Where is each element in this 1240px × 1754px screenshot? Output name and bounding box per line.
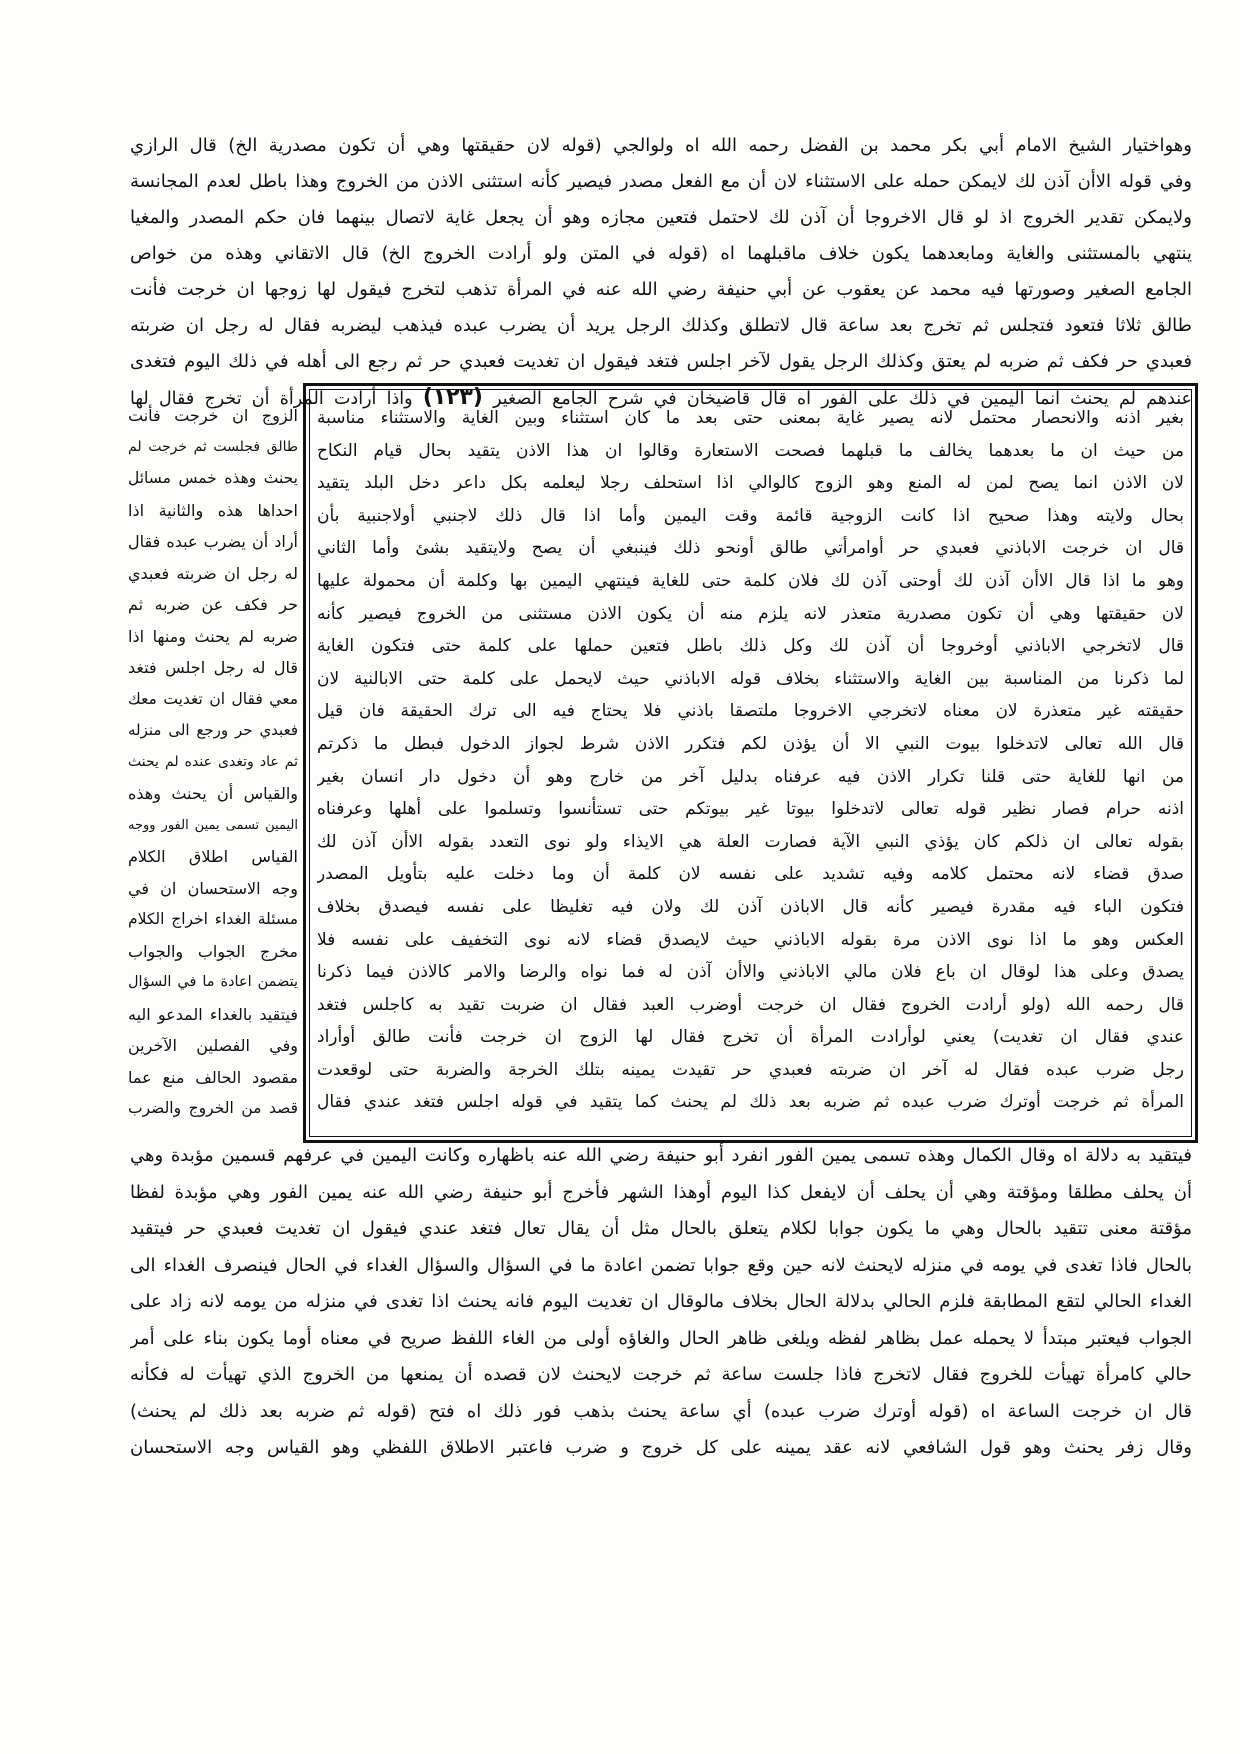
- margin-line: مقصود الحالف منع عما: [128, 1067, 298, 1087]
- text-line: مؤقتة معنى تتقيد بالحال وهي ما يكون جوابا لكلام يتعلق بالحال مثل أن يقال تعال فتغد عندي فيقول ان تغديت فعبدي حر فيتقيد: [130, 1218, 1192, 1239]
- text-line: لما ذكرنا من المناسبة بين الغاية والاستثناء بخلاف قوله الاباذني حيث لايحمل على كلمة حتى الابالنية لان: [317, 668, 1184, 689]
- margin-line: معي فقال ان تغديت معك: [128, 689, 298, 708]
- margin-line: مخرج الجواب والجواب: [128, 941, 298, 961]
- margin-line: حر فكف عن ضربه ثم: [128, 595, 298, 614]
- text-line: وفي قوله الاأن آذن لك لايمكن حمله على الاستثناء لان أن مع الفعل مصدر فيصير كأنه استثنى الاذن من الخروج وهذا باطل لعدم المجانسة: [130, 171, 1192, 192]
- margin-line: احداها هذه والثانية اذا: [128, 500, 298, 520]
- margin-line: الزوج ان خرجت فأنت: [128, 406, 298, 425]
- text-line: حقيقته غير متعذرة لان معناه لاتخرجي الاخروجا ملتصقا باذني فلا يحتاج فيه الى ترك الحقيقة فان قيل: [317, 701, 1184, 722]
- text-line: قال رحمه الله (ولو أرادت الخروج فقال ان خرجت أوضرب العبد فقال ان ضربت تقيد به كاجلس فتغد: [317, 994, 1184, 1015]
- text-line: من انها للغاية حتى قلنا تكرار الاذن فيه عرفناه بدليل آخر من خارج وهو أن دخول دار انسان بغير: [317, 766, 1184, 787]
- text-line: قال ان خرجت الاباذني فعبدي حر أوامرأتي طالق أونحو ذلك فينبغي أن يصح ولايتقيد بشئ وأما الثاني: [317, 538, 1184, 559]
- text-line: ينتهي بالمستثنى والغاية ومابعدهما يكون خلاف ماقبلهما اه (قوله في المتن ولو أرادت الخروج الخ) قال الاتقاني وهذه من خواص: [130, 243, 1192, 264]
- margin-line: يتضمن اعادة ما في السؤال: [128, 974, 298, 990]
- text-line: فعبدي حر فكف ثم ضربه لم يعتق وكذلك الرجل يقول لآخر اجلس فتغد فيقول ان تغديت فعبدي حر ثم رجع الى أهله في ذلك اليوم فتغدى: [130, 351, 1192, 372]
- text-line: قال لاتخرجي الاباذني أوخروجا أن آذن لك وكل ذلك باطل فتعين حملها على كلمة حتى فتكون الغاية: [317, 636, 1184, 657]
- text-line: وهو ما اذا قال الاأن آذن لك أوحتى آذن لك فلان كلمة حتى للغاية فينتهي اليمين بها وكلمة أن محمولة عليها: [317, 570, 1184, 591]
- margin-line: وفي الفصلين الآخرين: [128, 1036, 298, 1055]
- text-line: لان الاذن انما يصح لمن له المنع وهو الزوج كالوالي اذا استحلف رجلا ليعلمه بكل داعر دخل البلد يتقيد: [317, 473, 1184, 494]
- text-line: فيتقيد به دلالة اه وقال الكمال وهذه تسمى يمين الفور انفرد أبو حنيفة رضي الله عنه باظهاره وكانت اليمين في عرفهم قسمين مؤبدة وهي: [130, 1145, 1192, 1166]
- margin-line: طالق فجلست ثم خرجت لم: [128, 438, 298, 455]
- line-text-before: عندهم لم يحنث انما اليمين في ذلك على الفور اه قال قاضيخان في شرح الجامع الصغير: [493, 389, 1192, 409]
- margin-line: أراد أن يضرب عبده فقال: [128, 532, 298, 551]
- main-text-box: [303, 383, 1198, 1143]
- margin-line: اليمين تسمى يمين الفور ووجه: [128, 817, 298, 833]
- text-line: العكس وهو ما اذا نوى الاذن مرة بقوله الاباذني حيث لايصدق قضاء لانه نوى التخفيف على نفسه فلا: [317, 929, 1184, 950]
- text-line: فتكون الباء فيه مقدرة فيصير كأنه قال الاباذن آذن لك ولان فيه تغليظا على نفسه فيصدق بخلاف: [317, 896, 1184, 917]
- bottom-commentary: [130, 1138, 1192, 1467]
- top-commentary: [130, 128, 1192, 416]
- text-line: لان حقيقتها وهي أن تكون مصدرية متعذر لانه يلزم منه أن يكون الاذن مستثنى من الخروج فيصير كأنه: [317, 603, 1184, 624]
- line-text-after: واذا أرادت المرأة أن تخرج فقال لها: [130, 389, 413, 409]
- text-line: اذنه حرام فصار نظير قوله تعالى لاتدخلوا بيوتا غير بيوتكم حتى تستأنسوا وتسلموا على أهلها وعرفناه: [317, 799, 1184, 820]
- text-line: الجواب فيعتبر مبتدأ لا يحمله عمل بظاهر لفظه ويلغى ظاهر الحال والغاؤه أولى من الغاء اللفظ صريح في معناه أوما يكون بناء على أمر: [130, 1327, 1192, 1349]
- margin-line: له رجل ان ضربته فعبدي: [128, 563, 298, 583]
- text-line: حالي كامرأة تهيأت للخروج فقال لاتخرج فاذا جلست ساعة ثم خرجت لايحنث لان قصده أن يمنعها من الخروج الذي تهيأت له فكأنه: [130, 1364, 1192, 1385]
- margin-line: وجه الاستحسان ان في: [128, 878, 298, 898]
- text-line: وقال زفر يحنث وهو قول الشافعي لانه عقد يمينه على كل خروج و ضرب فاعتبر الاطلاق اللفظي وهو القياس وجه الاستحسان: [130, 1437, 1192, 1458]
- text-line: المرأة ثم خرجت أوترك ضرب عبده ثم ضربه بعد ذلك لم يحنث كما يتقيد في قوله اجلس فتغد عندي فقال: [317, 1092, 1184, 1113]
- text-line: طالق ثلاثا فتعود فتجلس ثم تخرج بعد ساعة قال لاتطلق وكذلك الرجل يريد أن يضرب عبده فيذهب ليضربه فقال له رجل ان ضربته: [130, 315, 1192, 336]
- text-line: بقوله تعالى ان ذلكم كان يؤذي النبي الآية فصارت العلة هي الايذاء ولو نوى التعدد بقوله الاأن آذن لك: [317, 831, 1184, 852]
- margin-line: فيتقيد بالغداء المدعو اليه: [128, 1004, 298, 1024]
- text-line: الغداء الحالي لتقع المطابقة فلزم الحالي بدلالة الحال بخلاف مالوقال ان تغديت اليوم فانه يحنث اذا تغدى في منزله من يومه لانه زاد على: [130, 1291, 1192, 1312]
- page-number: (١٢٣): [422, 385, 483, 410]
- text-line: ولايمكن تقدير الخروج اذ لو قال الاخروجا أن آذن لك لاحتمل فتعين مجازه وهو أن يجعل غاية لاتصال بينهما فان حكم المصدر والمغيا: [130, 207, 1192, 228]
- main-text-box-inner: [309, 389, 1192, 1137]
- margin-line: والقياس أن يحنث وهذه: [128, 784, 298, 803]
- text-line: أن يحلف مطلقا ومؤقتة وهي أن يحلف أن لايفعل كذا اليوم أوهذا الشهر فأخرج أبو حنيفة رضي الله عنه يمين الفور وهي مؤبدة لفظا: [130, 1181, 1192, 1203]
- margin-line: القياس اطلاق الكلام: [128, 847, 298, 866]
- margin-line: قال له رجل اجلس فتغد: [128, 658, 298, 677]
- text-line: صدق قضاء لانه محتمل كلامه وفيه تشديد على نفسه لان كلمة أن وما دخلت عليه بتأويل المصدر: [317, 864, 1184, 885]
- text-line: من حيث ان ما بعدهما يخالف ما قبلهما فصحت الاستعارة وقالوا ان هذا الاذن يتقيد بحال قيام النكاح: [317, 440, 1184, 461]
- text-line: يصدق وعلى هذا لوقال ان باع فلان مالي الاباذني والاأن آذن له فما نواه والرضا والامر كالاذن فيما ذكرنا: [317, 962, 1184, 983]
- margin-line: مسئلة الغداء اخراج الكلام: [128, 910, 298, 928]
- text-line: وهواختيار الشيخ الامام أبي بكر محمد بن الفضل رحمه الله اه ولوالجي (قوله لان حقيقتها وهي أن تكون مصدرية الخ) قال الرازي: [130, 135, 1192, 156]
- text-line: بالحال فاذا تغدى في يومه في منزله لايحنث لانه حين وقع جوابا تضمن اعادة ما في السؤال والسؤال الغداء في الحال فينصرف الغداء الى: [130, 1254, 1192, 1276]
- margin-commentary: [128, 400, 298, 1125]
- margin-line: ضربه لم يحنث ومنها اذا: [128, 626, 298, 646]
- text-line: قال ان خرجت الساعة اه (قوله أوترك ضرب عبده) أي ساعة يحنث بذهب فور ذلك اه فتح (قوله ثم ضربه بعد ذلك لم يحنث): [130, 1400, 1192, 1422]
- text-line: الجامع الصغير وصورتها فيه محمد عن يعقوب عن أبي حنيفة رضي الله عنه في المرأة تذهب لتخرج فيقول لها زوجها ان خرجت فأنت: [130, 279, 1192, 300]
- text-line: عندي فقال ان تغديت) يعني لوأرادت المرأة أن تخرج فقال لها الزوج ان خرجت فأنت طالق أوأراد: [317, 1027, 1184, 1048]
- margin-line: يحنث وهذه خمس مسائل: [128, 469, 298, 487]
- text-line: رجل ضرب عبده فقال له آخر ان ضربته فعبدي حر تقيدت يمينه بتلك الخرجة والضربة حتى لوقعدت: [317, 1059, 1184, 1080]
- margin-line: قصد من الخروج والضرب: [128, 1099, 298, 1117]
- text-line: بحال ولايته وهذا صحيح اذا كانت الزوجية قائمة وقت اليمين وأما اذا قال ذلك لاجنبي أولاجنبية بأن: [317, 505, 1184, 526]
- margin-line: ثم عاد وتغدى عنده لم يحنث: [128, 753, 298, 770]
- text-line: قال الله تعالى لاتدخلوا بيوت النبي الا أن يؤذن لكم فتكرر الاذن شرط لجواز الدخول فبطل ما ذكرتم: [317, 733, 1184, 754]
- text-line: بغير اذنه والانحصار محتمل لانه يصير غاية بمعنى حتى بعد ما كان استثناء وبين الغاية والاستثناء مناسبة: [317, 408, 1184, 428]
- margin-line: فعبدي حر ورجع الى منزله: [128, 721, 298, 739]
